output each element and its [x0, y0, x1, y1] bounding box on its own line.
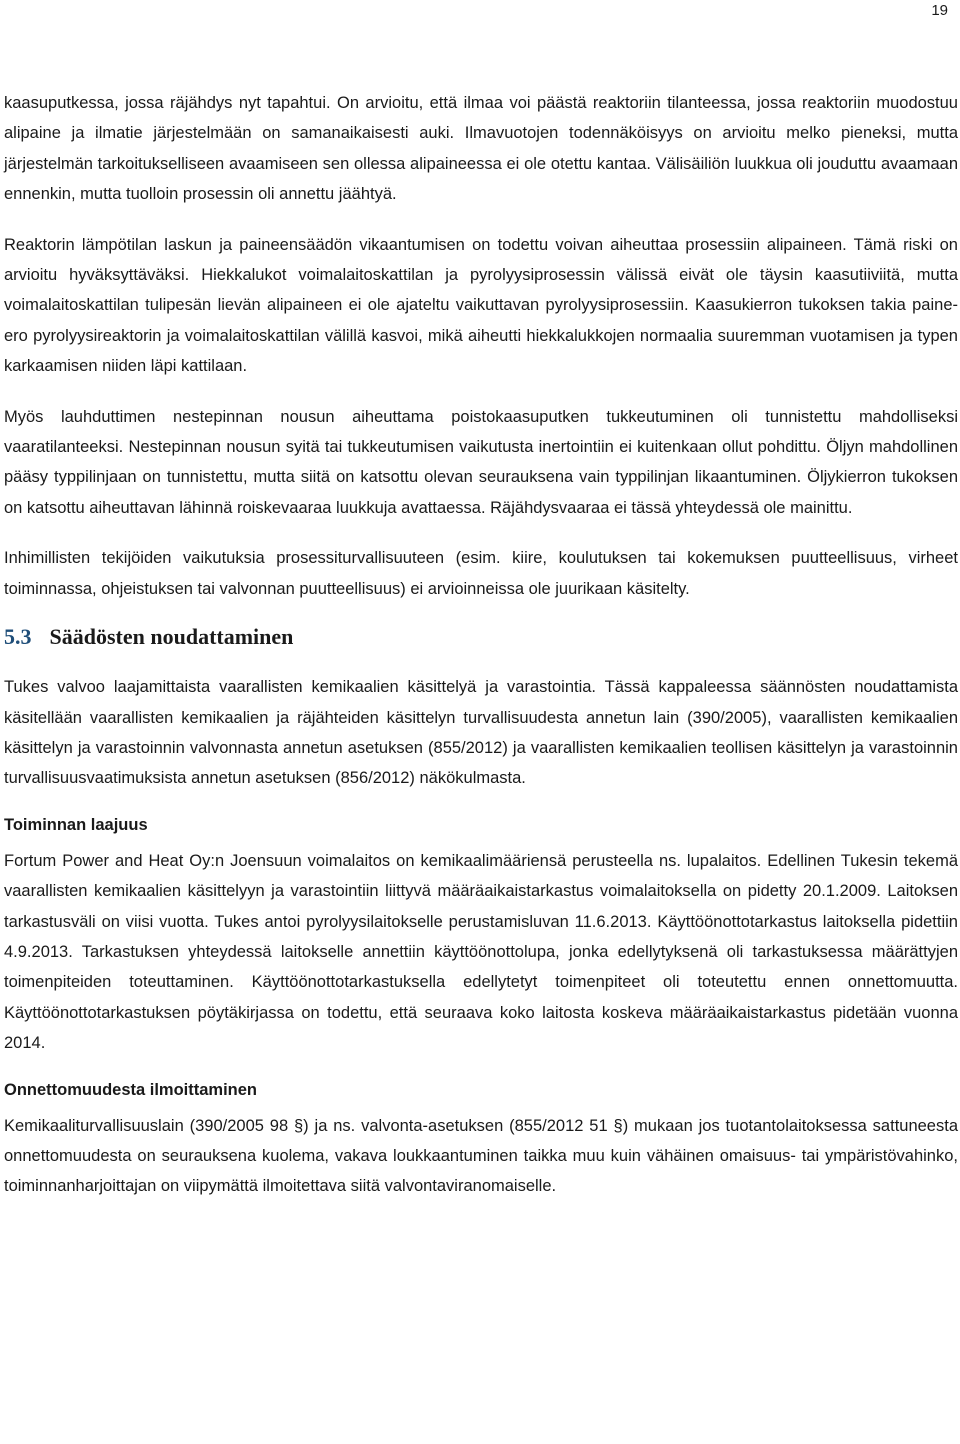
section-heading — [4, 622, 958, 652]
subheading-scope: Toiminnan laajuus — [4, 815, 148, 834]
document-body — [4, 88, 958, 1202]
paragraph-human-factors: Inhimillisten tekijöiden vaikutuksia prosessiturvallisuuteen (esim. kiire, koulutuksen tai kokemuksen puutteellisuus, virheet toiminnassa, ohjeistuksen tai valvonnan puutteellisuus) ei arvioinneissa ole juurikaan käsitelty. — [4, 549, 958, 598]
paragraph-pressure-risk: kaasuputkessa, jossa räjähdys nyt tapahtui. On arvioitu, että ilmaa voi päästä reaktoriin tilanteessa, jossa reaktoriin muodostuu alipaine ja ilmatie järjestelmään on samanaikaisesti auki. Ilmavuotojen todennäköisyys on arvioitu melko pieneksi, mutta järjestelmän tarkoitukselliseen avaamiseen sen ollessa alipaineessa ei ole otettu kantaa. Välisäiliön luukkua oli jouduttu avaamaan ennenkin, mutta tuolloin prosessin oli annettu jäähtyä. — [4, 94, 958, 204]
section-number: 5.3 — [4, 624, 32, 650]
paragraph-tukes-supervision: Tukes valvoo laajamittaista vaarallisten kemikaalien käsittelyä ja varastointia. Tässä kappaleessa säännösten noudattamista käsitellään vaarallisten kemikaalien ja räjähteiden käsittelyn turvallisuudesta annetun lain (390/2005), vaarallisten kemikaalien käsittelyn ja varastoinnin valvonnasta annetun asetuksen (855/2012) ja vaarallisten kemikaalien teollisen käsittelyn ja varastoinnin turvallisuusvaatimuksista annetun asetuksen (856/2012) näkökulmasta. — [4, 678, 958, 788]
paragraph-scope: Fortum Power and Heat Oy:n Joensuun voimalaitos on kemikaalimääriensä perusteella ns. lupalaitos. Edellinen Tukesin tekemä vaarallisten kemikaalien käsittelyyn ja varastointiin liittyvä määräaikaistarkastus voimalaitoksella on pidetty 20.1.2009. Laitoksen tarkastusväli on viisi vuotta. Tukes antoi pyrolyysilaitokselle perustamisluvan 11.6.2013. Käyttöönottotarkastus laitoksella pidettiin 4.9.2013. Tarkastuksen yhteydessä laitokselle annettiin käyttöönottolupa, jonka edellytyksenä oli tarkastuksessa määrättyjen toimenpiteiden toteuttaminen. Käyttöönottotarkastuksella edellytetyt toimenpiteet oli toteutettu ennen onnettomuutta. Käyttöönottotarkastuksen pöytäkirjassa on todettu, että seuraava koko laitosta koskeva määräaikaistarkastus pidetään vuonna 2014. — [4, 851, 958, 1053]
subheading-notification: Onnettomuudesta ilmoittaminen — [4, 1080, 258, 1099]
page-number: 19 — [931, 2, 948, 19]
section-title: Säädösten noudattaminen — [49, 624, 294, 650]
paragraph-notification: Kemikaaliturvallisuuslain (390/2005 98 §) ja ns. valvonta-asetuksen (855/2012 51 §) mukaan jos tuotantolaitoksessa sattuneesta onnettomuudesta on seurauksena kuolema, vakava loukkaantuminen taikka muu kuin vähäinen omaisuus- tai ympäristövahinko, toiminnanharjoittajan on viipymättä ilmoitettava siitä valvontaviranomaiselle. — [4, 1116, 958, 1196]
paragraph-underpressure: Reaktorin lämpötilan laskun ja paineensäädön vikaantumisen on todettu voivan aiheuttaa prosessiin alipaineen. Tämä riski on arvioitu hyväksyttäväksi. Hiekkalukot voimalaitoskattilan ja pyrolyysiprosessin välissä eivät ole täysin kaasutiiviitä, mutta voimalaitoskattilan tulipesän lievän alipaineen ei ole ajateltu vaikuttavan pyrolyysiprosessiin. Kaasukierron tukoksen takia paine-ero pyrolyysireaktorin ja voimalaitoskattilan välillä kasvoi, mikä aiheutti hiekkalukkojen normaalia suuremman vuotamisen ja typen karkaamisen niiden läpi kattilaan. — [4, 235, 958, 376]
paragraph-condenser: Myös lauhduttimen nestepinnan nousun aiheuttama poistokaasuputken tukkeutuminen oli tunnistettu mahdolliseksi vaaratilanteeksi. Nestepinnan nousun syitä tai tukkeutumisen vaikutusta inertointiin ei kuitenkaan ollut pohdittu. Öljyn mahdollinen pääsy typpilinjaan on tunnistettu, mutta siitä on katsottu olevan seurauksena vain typpilinjan likaantuminen. Öljykierron tukoksen on katsottu aiheuttavan lähinnä roiskevaaraa luukkuja avattaessa. Räjähdysvaaraa ei tässä yhteydessä ole mainittu. — [4, 407, 958, 517]
